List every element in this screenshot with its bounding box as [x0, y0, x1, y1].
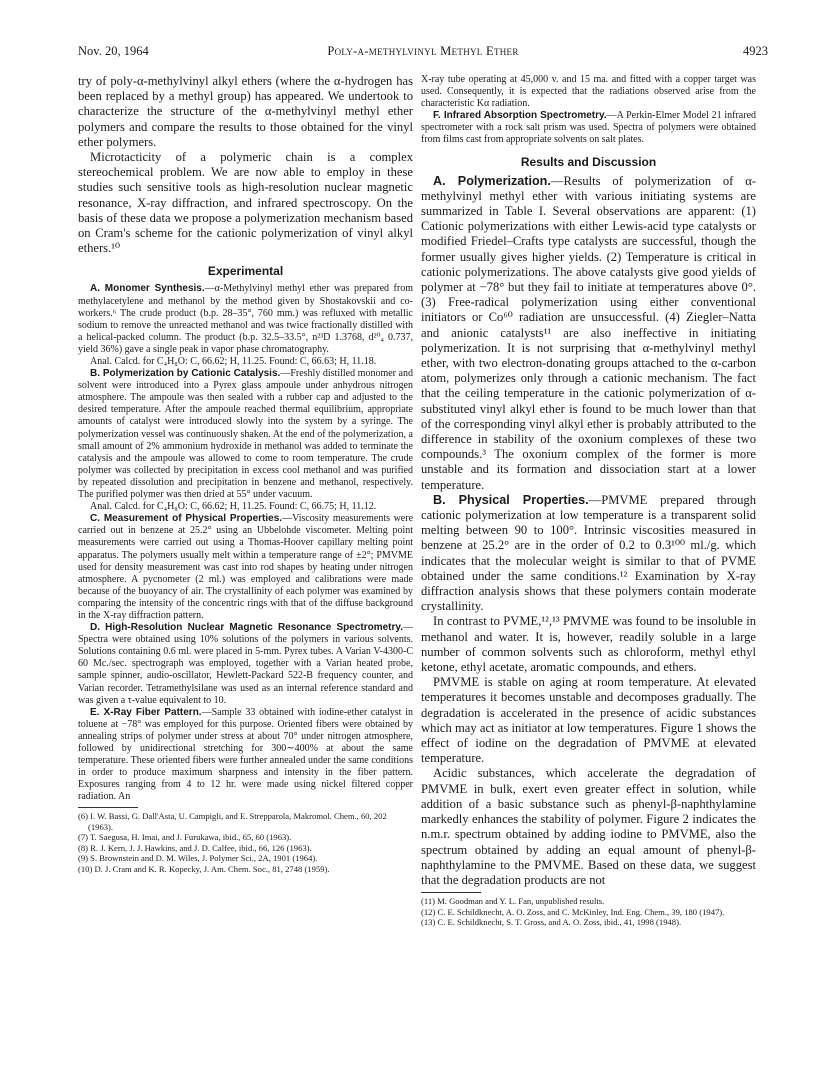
footnote: (7) T. Saegusa, H. Imai, and J. Furukawa, ibid., 65, 60 (1963). [78, 832, 292, 843]
footnote: (10) D. J. Cram and K. R. Kopecky, J. Am. Chem. Soc., 81, 2748 (1959). [78, 863, 330, 874]
footnote-divider [421, 892, 481, 893]
monomer-analysis: Anal. Calcd. for C₄H₈O: C, 66.62; H, 11.25. Found: C, 66.63; H, 11.18. [90, 356, 377, 367]
xray-subheading: E. X-Ray Fiber Pattern. [90, 706, 202, 718]
footnote: (11) M. Goodman and Y. L. Fan, unpublished results. [421, 896, 605, 907]
properties-subheading: B. Physical Properties. [433, 492, 589, 507]
polymerization-text: —Results of polymerization of α-methylvinyl methyl ether with various initiating systems are summarized in Table I. Several observations are apparent: (1) Cationic polymerizations with either Lewis-acid type catalysts or modified Friedel–Crafts type catalysts are successful, though the former usually gives higher yields. (2) Temperature is critical in cationic polymerizations. The above catalysts give good yields of polymer at −78° but they fail to initiate at temperatures above 0°. (3) Free-radical polymerization using either conventional initiators or Co⁶⁰ radiation are unsuccessful. (4) Ziegler–Natta and anionic catalysts¹¹ are also ineffective in initiating polymerization. It is not surprising that α-methylvinyl methyl ether, with two electron-donating groups attached to the α-carbon atom, polymerizes only through a cationic mechanism. The fact that the ceiling temperature in the cationic polymerization of α-substituted vinyl alkyl ether is found to be much lower than that of the corresponding vinyl alkyl ether is probably attributed to the difference in stability of the oxonium complexes of these two compounds.³ The oxonium complex of the former is more unstable and its formation and dissociation start at a lower temperature. [421, 173, 756, 492]
monomer-synthesis-subheading: A. Monomer Synthesis. [90, 283, 205, 295]
right-column [421, 74, 756, 1034]
infrared-text: —A Perkin-Elmer Model 21 infrared spectrometer with a rock salt prism was used. Spectra of polymers were obtained from films cast from appropriate solvents on salt plates. [421, 110, 756, 146]
physical-properties-subheading: C. Measurement of Physical Properties. [90, 513, 283, 525]
left-footnotes [78, 811, 413, 873]
page-number: 4923 [743, 44, 768, 58]
intro-paragraph-1: try of poly-α-methylvinyl alkyl ethers (where the α-hydrogen has been replaced by a methyl group) has appeared. We undertook to characterize the structure of the α-methylvinyl methyl ether polymers and compare the results to those obtained for the vinyl ether polymers. [78, 74, 413, 149]
degradation-paragraph: Acidic substances, which accelerate the degradation of PMVME in bulk, exert even greater effect in solution, while addition of a basic substance such as phenyl-β-naphthylamine markedly enhances the stability of polymer. Figure 2 indicates the n.m.r. spectrum obtained by adding iodine to PMVME, also the spectrum obtained by adding an equal amount of phenyl-β-naphthylamine to the PMVME. Based on these data, we suggest that the degradation products are not [421, 766, 756, 887]
polymerization-subheading: A. Polymerization. [433, 173, 551, 188]
properties-text: —PMVME prepared through cationic polymerization at low temperature is a transparent solid melting between 90 to 100°. Intrinsic viscosities measured in benzene at 25.2° are in the order of 0.2 to 0.3¹⁰⁰ ml./g. which indicates that the molecular weight is similar to that of PVME obtained under the same conditions.¹² Examination by X-ray diffraction analysis shows that these polymers contain moderate crystallinity. [421, 492, 756, 614]
right-footnotes [421, 896, 756, 927]
infrared-paragraph [421, 110, 756, 146]
nmr-paragraph [78, 622, 413, 707]
intro-paragraph-2: Microtacticity of a polymeric chain is a complex stereochemical problem. We are now able to employ in these studies such sensitive tools as high-resolution nuclear magnetic resonance, X-ray diffraction, and infrared spectroscopy. On the basis of these data we propose a polymerization mechanism based on Cram's scheme for the cationic polymerization of vinyl alkyl ethers.¹⁰ [78, 150, 413, 256]
results-heading: Results and Discussion [520, 154, 657, 169]
cationic-catalysis-text: —Freshly distilled monomer and solvent were introduced into a Pyrex glass ampoule under anhydrous nitrogen atmosphere. The ampoule was then sealed with a rubber cap and adjusted to the desired temperature. After the ampoule reached thermal equilibrium, appropriate amounts of catalyst were introduced slowly into the system by a syringe. The polymerization vessel was continuously shaken. At the end of the polymerization, a small amount of 2% ammonium hydroxide in methanol was added to terminate the catalysis and the ampoule was allowed to come to room temperature. The crude polymer was collected by precipitation in excess cool methanol and was purified by repeated dissolution and precipitation in benzene and methanol, respectively. The purified polymer was then dried at 55° under vacuum. [78, 368, 413, 501]
nmr-text: —Spectra were obtained using 10% solutions of the polymers in various solvents. Solutions containing 0.6 ml. were placed in 5-mm. Pyrex tubes. A Varian V-4300-C 60 Mc./sec. spectrograph was employed, together with a Varian heated probe, sample spinner, audio-oscillator, Hewlett-Packard 522-B frequency counter, and Varian recorder. Tetramethylsilane was used as an internal reference standard and was given a τ-value equivalent to 10. [78, 622, 413, 706]
footnote: (6) I. W. Bassi, G. Dall'Asta, U. Campigli, and E. Strepparola, Makromol. Chem., 60, 202 (1963). [78, 811, 387, 832]
polymer-analysis: Anal. Calcd. for C₄H₈O: C, 66.62; H, 11.25. Found: C, 66.75; H, 11.12. [90, 501, 377, 513]
polymerization-paragraph [421, 174, 756, 493]
cationic-catalysis-subheading: B. Polymerization by Cationic Catalysis. [90, 368, 281, 380]
footnote: (13) C. E. Schildknecht, S. T. Gross, and A. O. Zoss, ibid., 41, 1998 (1948). [421, 916, 682, 927]
monomer-synthesis-paragraph [78, 283, 413, 356]
footnote: (9) S. Brownstein and D. M. Wiles, J. Polymer Sci., 2A, 1901 (1964). [78, 853, 318, 864]
properties-paragraph [421, 493, 756, 615]
stability-paragraph: PMVME is stable on aging at room temperature. At elevated temperatures it becomes unstable and decomposes gradually. The degradation is accelerated in the presence of acidic substances which may act as initiator at low temperatures. Figure 1 shows the effect of iodine on the degradation of PMVME at elevated temperature. [421, 675, 756, 766]
monomer-synthesis-text: —α-Methylvinyl methyl ether was prepared from methylacetylene and methanol by the method given by Shostakovskii and co-workers.⁶ The crude product (b.p. 28–35°, 760 mm.) was refluxed with metallic sodium to remove the unreacted methanol and was twice fractionally distilled with a helical-packed column. The product (b.p. 32.5–33.5°, n²³D 1.3768, d²⁰₄ 0.737, yield 36%) gave a single peak in vapor phase chromatography. [78, 283, 413, 355]
footnote: (12) C. E. Schildknecht, A. O. Zoss, and C. McKinley, Ind. Eng. Chem., 39, 180 (1947). [421, 906, 725, 917]
experimental-heading: Experimental [207, 264, 284, 279]
footnote: (8) R. J. Kern, J. J. Hawkins, and J. D. Calfee, ibid., 66, 126 (1963). [78, 842, 312, 853]
solubility-paragraph: In contrast to PVME,¹²,¹³ PMVME was found to be insoluble in methanol and water. It is, however, readily soluble in a large number of common solvents such as chloroform, methyl ethyl ketone, ethyl acetate, aromatic compounds, and ethers. [421, 614, 756, 675]
footnote-divider [78, 807, 138, 808]
xray-continuation: X-ray tube operating at 45,000 v. and 15 ma. and fitted with a copper target was used. Consequently, it is expected that the radiations observed arise from the characteristic Kα radiation. [421, 74, 756, 110]
left-column [78, 74, 413, 1034]
page-header [78, 44, 768, 60]
xray-paragraph [78, 707, 413, 804]
running-title: Poly-α-methylvinyl Methyl Ether [327, 44, 519, 58]
cationic-catalysis-paragraph [78, 368, 413, 501]
infrared-subheading: F. Infrared Absorption Spectrometry. [433, 110, 607, 122]
issue-date: Nov. 20, 1964 [78, 44, 149, 58]
physical-properties-paragraph [78, 513, 413, 622]
xray-text: —Sample 33 obtained with iodine-ether catalyst in toluene at −78° was employed for this purpose. Oriented fibers were obtained by annealing strips of polymer under stress at about 70° under nitrogen atmosphere, followed by unidirectional stretching for 300∼400% at about the same temperature. These oriented fibers were further annealed under the same conditions in order to produce maximum sharpness and intensity in the fiber pattern. Exposures ranging from 4 to 12 hr. were made using nickel filtered copper radiation. An [78, 706, 413, 803]
nmr-subheading: D. High-Resolution Nuclear Magnetic Resonance Spectrometry. [90, 622, 403, 634]
physical-properties-text: —Viscosity measurements were carried out in benzene at 25.2° using an Ubbelohde viscometer. Melting point measurements were carried out using a Thomas-Hoover capillary melting point apparatus. The polymers usually melt within a temperature range of ±2°; PMVME used for density measurement was cast into rod shapes by heating under nitrogen atmosphere. A pycnometer (2 ml.) was employed and calibrations were made because of the buoyancy of air. The crystallinity of each polymer was examined by comparing the intensity of the concentric rings with that of the diffuse background in the X-ray diffraction pattern. [78, 513, 413, 621]
